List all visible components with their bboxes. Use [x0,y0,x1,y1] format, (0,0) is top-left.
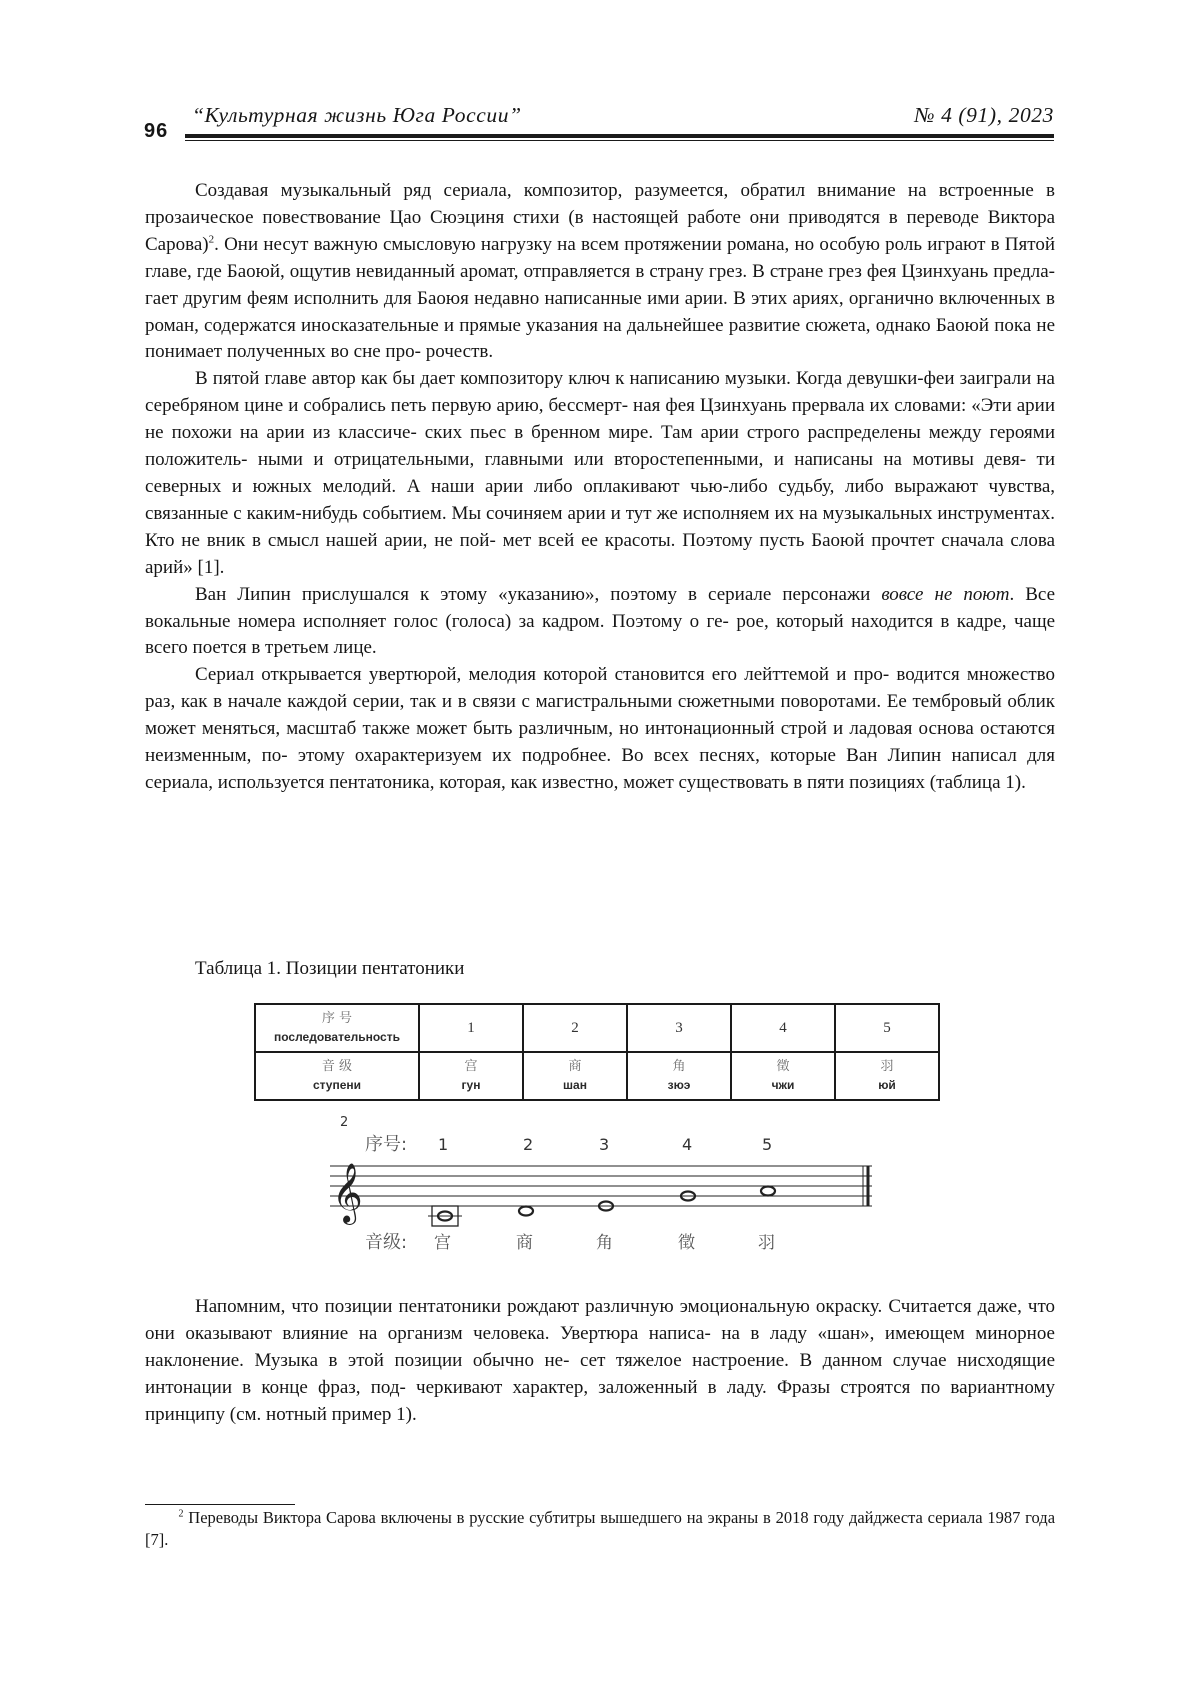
note-gong [428,1206,462,1226]
issue-info: № 4 (91), 2023 [914,103,1054,127]
footnote-rule [145,1504,295,1505]
footnote: $^2$ Переводы Виктора Сарова включены в русские субтитры вышедшего на экраны в 2018 году дайджеста сериала 1987 года [7]. [145,1508,1056,1549]
note-yu [761,1187,775,1196]
table-caption: Таблица 1. Позиции пентатоники [195,958,465,979]
degree-name: 宫 [434,1233,451,1253]
treble-clef-icon: 𝄞 [332,1163,363,1223]
staff-lines [330,1166,872,1206]
footnote-ref[interactable]: 2 [208,233,215,246]
emphasis-text: вовсе [881,583,924,605]
table-row [255,1052,939,1100]
table-cell: 3 [627,1004,731,1052]
paragraph-1: Создавая музыкальный ряд сериала, композитор, разумеется, обратил внимание на встроенные в прозаическое повествование Цао Сюэциня стихи (в настоящей работе они приводятся в переводе Виктора Сарова)$^2$. Они несут важную смысловую нагрузку на всем протяжении романа, но особую роль играют в Пятой главе, где Баоюй, ощутив невиданный аромат, отправляется в страну грез. В стране грез фея Цзинхуань предла- гает другим феям исполнить для Баоюя недавно написанные ими арии. В этих ариях, органично включенных в роман, содержатся иносказательные и прямые указания на дальнейшее развитие сюжета, однако Баоюй пока не понимает полученных во сне про- рочеств. [145,180,1056,363]
table-cell: 1 [419,1004,523,1052]
header-rule [185,134,1054,138]
table-header-cell: 序 号 последовательность [255,1004,419,1052]
pentatonic-table [254,1003,940,1101]
journal-title: “Культурная жизнь Юга России” [192,103,522,127]
paragraph-2: В пятой главе автор как бы дает композитору ключ к написанию музыки. Когда девушки-феи заиграли на серебряном цине и собрались петь первую арию, бессмерт- ная фея Цзинхуань прервала их словами: «Эти арии не похожи на арии из классиче- ских пьес в бренном мире. Там арии строго распределены между героями положитель- ными и отрицательными, главными или второстепенными, и написаны на мотивы девя- ти северных и южных мелодий. А наши арии либо оплакивают чью-либо судьбу, либо выражают чувства, связанные с каким-нибудь событием. Мы сочиняем арии и тут же исполняем их на музыкальных инструментах. Кто не вник в смысл нашей арии, не пой- мет всей ее красоты. Поэтому пусть Баоюй прочтет сначала слова арий» [1]. [145,368,1056,578]
body-text-lower [145,1294,1055,1429]
degree-name: 羽 [758,1233,775,1253]
table-cell: 角 зюэ [627,1052,731,1100]
sequence-number: 5 [762,1135,773,1154]
degree-label: 音级: [365,1232,408,1253]
page-number: 96 [144,120,169,142]
table-cell: 4 [731,1004,835,1052]
table-header-cell: 音 级 ступени [255,1052,419,1100]
body-text-upper [145,178,1055,797]
degree-name: 商 [516,1233,533,1253]
footnote-mark: 2 [178,1508,184,1520]
table-cell: 徵 чжи [731,1052,835,1100]
degree-name: 角 [596,1233,613,1253]
note-shang [519,1207,533,1216]
sequence-number: 2 [523,1135,534,1154]
paragraph-3: Ван Липин прислушался к этому «указанию», поэтому в сериале персонажи вовсе не поют. Все вокальные номера исполняет голос (голоса) за кадром. Поэтому о ге- рое, который находится в кадре, чаще всего поется в третьем лице. [145,583,1056,659]
sequence-number: 4 [682,1135,693,1154]
table-cell: 2 [523,1004,627,1052]
table-cell: 羽 юй [835,1052,939,1100]
table-cell: 宫 гун [419,1052,523,1100]
sequence-number: 1 [438,1135,449,1154]
sequence-label: 序号: [365,1134,408,1155]
paragraph-4: Сериал открывается увертюрой, мелодия которой становится его лейттемой и про- водится множество раз, как в начале каждой серии, так и в связи с магистральными сюжетными поворотами. Ее тембровый облик может меняться, масштаб также может быть различным, но интонационный строй и ладовая основа остаются неизменным, по- этому охарактеризуем их подробнее. Во всех песнях, которые Ван Липин написал для сериала, используется пентатоника, которая, как известно, может существовать в пяти позициях (таблица 1). [145,664,1056,793]
paragraph-5: Напомним, что позиции пентатоники рождают различную эмоциональную окраску. Считается даже, что они оказывают влияние на организм человека. Увертюра написа- на в ладу «шан», имеющем минорное наклонение. Музыка в этой позиции обычно не- сет тяжелое настроение. В данном случае нисходящие интонации в конце фраз, под- черкивают характер, заложенный в ладу. Фразы строятся по вариантному принципу (см. нотный пример 1). [145,1296,1056,1425]
music-notation-figure [330,1108,890,1258]
table-cell: 5 [835,1004,939,1052]
sequence-number: 3 [599,1135,610,1154]
table-cell: 商 шан [523,1052,627,1100]
header-rule-thin [185,140,1054,141]
figure-number: 2 [340,1115,349,1130]
table-row [255,1004,939,1052]
emphasis-text: не поют [934,583,1010,605]
degree-name: 徵 [678,1233,695,1253]
